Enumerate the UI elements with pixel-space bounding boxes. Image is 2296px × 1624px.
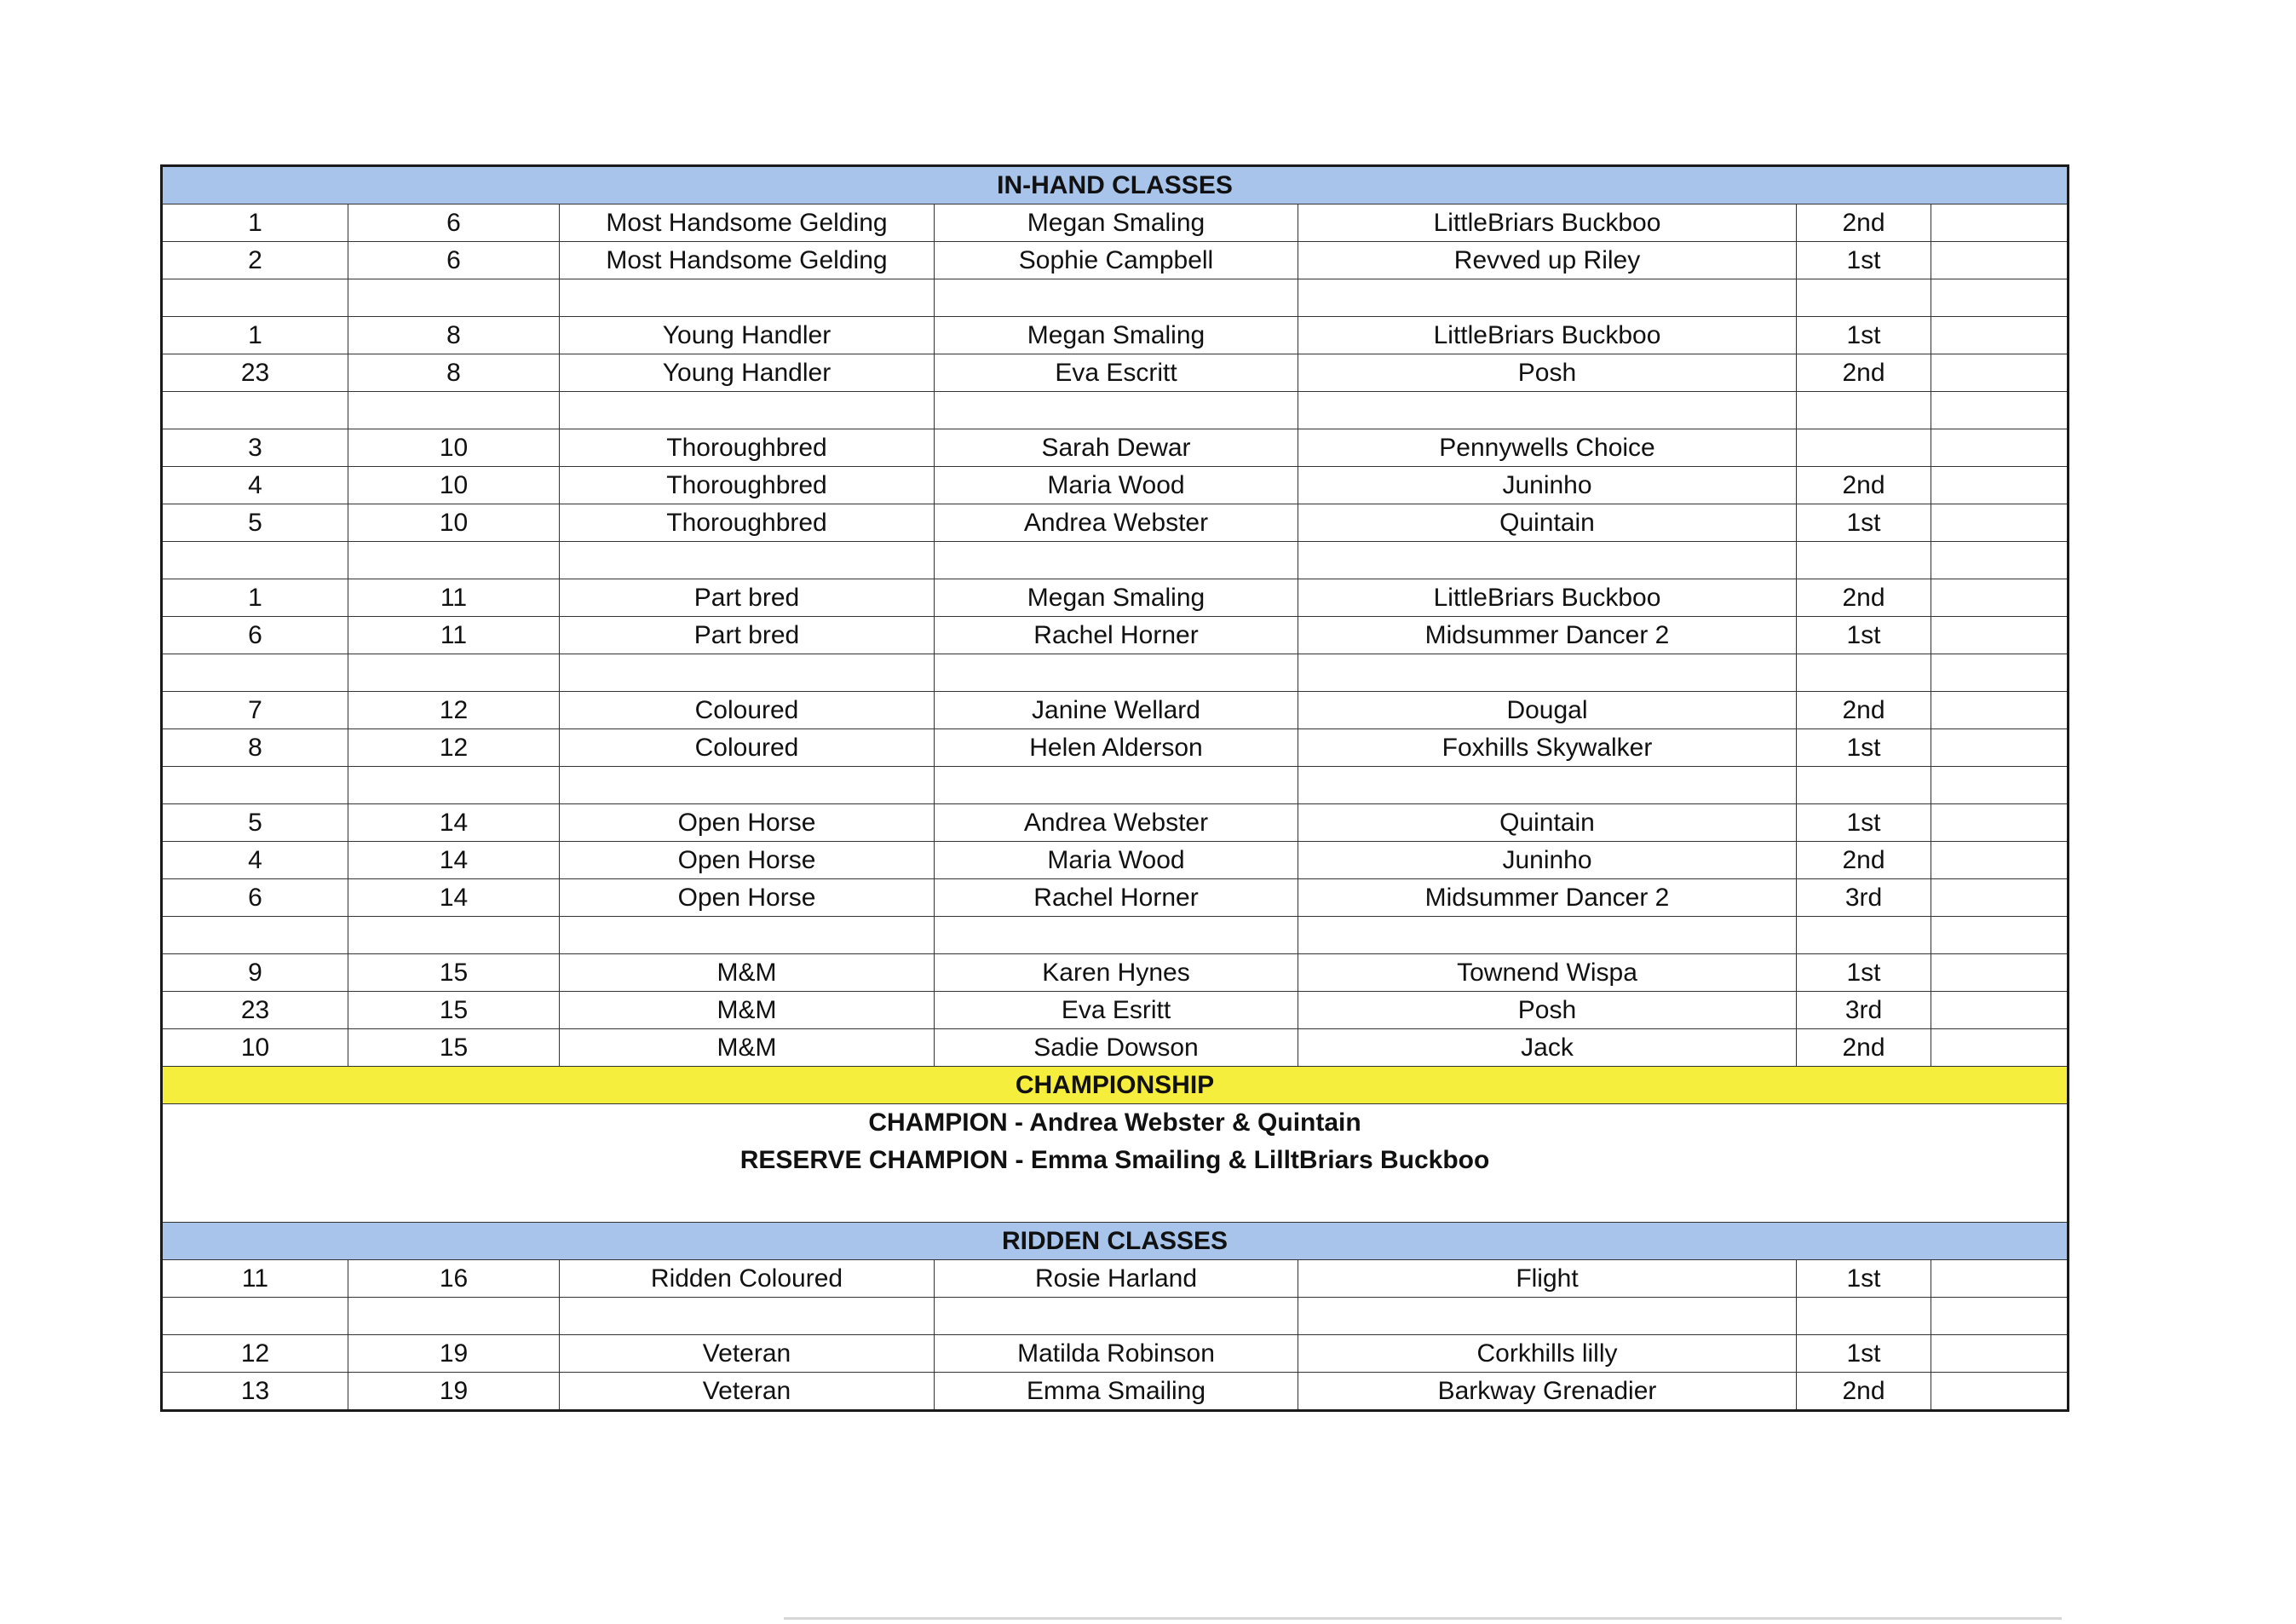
horse-name-cell: Posh	[1298, 354, 1797, 392]
notes-cell	[1931, 767, 2069, 804]
reserve-champion-row	[162, 1142, 2069, 1179]
class-name-cell: Part bred	[560, 579, 935, 617]
entry-number-cell: 5	[162, 804, 348, 842]
class-name-cell	[560, 392, 935, 429]
rider-name-cell: Sadie Dowson	[935, 1029, 1298, 1067]
class-name-cell: M&M	[560, 992, 935, 1029]
notes-cell	[1931, 392, 2069, 429]
placing-cell: 1st	[1797, 242, 1931, 279]
horse-name-cell	[1298, 279, 1797, 317]
rider-name-cell: Andrea Webster	[935, 504, 1298, 542]
placing-cell	[1797, 1298, 1931, 1335]
class-name-cell: Most Handsome Gelding	[560, 204, 935, 242]
rider-name-cell	[935, 542, 1298, 579]
inhand-result-row	[162, 242, 2069, 279]
horse-name-cell: Jack	[1298, 1029, 1797, 1067]
rider-name-cell	[935, 917, 1298, 954]
placing-cell: 1st	[1797, 617, 1931, 654]
placing-cell	[1797, 279, 1931, 317]
horse-name-cell	[1298, 542, 1797, 579]
entry-number-cell: 6	[162, 879, 348, 917]
horse-name-cell: LittleBriars Buckboo	[1298, 317, 1797, 354]
rider-name-cell: Matilda Robinson	[935, 1335, 1298, 1373]
class-number-cell	[348, 654, 560, 692]
notes-cell	[1931, 1260, 2069, 1298]
class-number-cell: 15	[348, 992, 560, 1029]
rider-name-cell: Andrea Webster	[935, 804, 1298, 842]
horse-name-cell: LittleBriars Buckboo	[1298, 579, 1797, 617]
entry-number-cell: 12	[162, 1335, 348, 1373]
rider-name-cell: Karen Hynes	[935, 954, 1298, 992]
rider-name-cell	[935, 654, 1298, 692]
horse-name-cell: LittleBriars Buckboo	[1298, 204, 1797, 242]
entry-number-cell	[162, 654, 348, 692]
placing-cell	[1797, 542, 1931, 579]
ridden-result-row	[162, 1335, 2069, 1373]
class-name-cell: Open Horse	[560, 879, 935, 917]
placing-cell	[1797, 392, 1931, 429]
placing-cell: 2nd	[1797, 1373, 1931, 1411]
entry-number-cell: 1	[162, 204, 348, 242]
placing-cell: 1st	[1797, 504, 1931, 542]
class-name-cell: Open Horse	[560, 842, 935, 879]
rider-name-cell: Rachel Horner	[935, 879, 1298, 917]
class-number-cell: 12	[348, 692, 560, 729]
inhand-result-row	[162, 429, 2069, 467]
entry-number-cell: 7	[162, 692, 348, 729]
placing-cell: 1st	[1797, 804, 1931, 842]
class-number-cell: 6	[348, 242, 560, 279]
rider-name-cell: Maria Wood	[935, 467, 1298, 504]
horse-name-cell	[1298, 1298, 1797, 1335]
class-name-cell: Veteran	[560, 1335, 935, 1373]
championship-spacer	[162, 1179, 2069, 1223]
class-number-cell: 12	[348, 729, 560, 767]
entry-number-cell	[162, 1298, 348, 1335]
horse-name-cell: Foxhills Skywalker	[1298, 729, 1797, 767]
class-number-cell: 6	[348, 204, 560, 242]
entry-number-cell: 23	[162, 992, 348, 1029]
rider-name-cell: Eva Esritt	[935, 992, 1298, 1029]
rider-name-cell	[935, 767, 1298, 804]
inhand-result-row	[162, 354, 2069, 392]
class-number-cell: 8	[348, 354, 560, 392]
reserve-champion-text: RESERVE CHAMPION - Emma Smailing & LilltBriars Buckboo	[739, 1146, 1490, 1174]
placing-cell: 3rd	[1797, 992, 1931, 1029]
class-number-cell: 14	[348, 842, 560, 879]
inhand-result-row	[162, 542, 2069, 579]
ridden-result-row	[162, 1298, 2069, 1335]
notes-cell	[1931, 242, 2069, 279]
entry-number-cell	[162, 392, 348, 429]
horse-name-cell	[1298, 654, 1797, 692]
placing-cell: 2nd	[1797, 467, 1931, 504]
class-number-cell: 10	[348, 467, 560, 504]
entry-number-cell: 8	[162, 729, 348, 767]
placing-cell: 1st	[1797, 1260, 1931, 1298]
notes-cell	[1931, 992, 2069, 1029]
class-number-cell: 10	[348, 429, 560, 467]
inhand-section-title: IN-HAND CLASSES	[162, 166, 2069, 204]
horse-name-cell: Quintain	[1298, 504, 1797, 542]
placing-cell: 3rd	[1797, 879, 1931, 917]
horse-name-cell	[1298, 917, 1797, 954]
class-name-cell: Thoroughbred	[560, 429, 935, 467]
entry-number-cell: 2	[162, 242, 348, 279]
horse-name-cell: Flight	[1298, 1260, 1797, 1298]
entry-number-cell: 1	[162, 579, 348, 617]
class-number-cell: 11	[348, 617, 560, 654]
horse-name-cell: Dougal	[1298, 692, 1797, 729]
class-number-cell	[348, 279, 560, 317]
placing-cell: 1st	[1797, 954, 1931, 992]
horse-name-cell: Corkhills lilly	[1298, 1335, 1797, 1373]
rider-name-cell: Megan Smaling	[935, 579, 1298, 617]
placing-cell	[1797, 917, 1931, 954]
results-table	[160, 164, 2069, 1412]
class-number-cell: 16	[348, 1260, 560, 1298]
entry-number-cell	[162, 767, 348, 804]
entry-number-cell: 5	[162, 504, 348, 542]
entry-number-cell	[162, 279, 348, 317]
placing-cell: 1st	[1797, 317, 1931, 354]
inhand-result-row	[162, 204, 2069, 242]
class-number-cell: 19	[348, 1373, 560, 1411]
inhand-result-row	[162, 692, 2069, 729]
placing-cell	[1797, 767, 1931, 804]
class-name-cell	[560, 767, 935, 804]
placing-cell: 1st	[1797, 729, 1931, 767]
inhand-result-row	[162, 504, 2069, 542]
class-number-cell	[348, 542, 560, 579]
entry-number-cell: 10	[162, 1029, 348, 1067]
rider-name-cell: Sophie Campbell	[935, 242, 1298, 279]
horse-name-cell: Quintain	[1298, 804, 1797, 842]
notes-cell	[1931, 317, 2069, 354]
ridden-section-header	[162, 1223, 2069, 1260]
inhand-result-row	[162, 279, 2069, 317]
notes-cell	[1931, 1298, 2069, 1335]
inhand-result-row	[162, 767, 2069, 804]
championship-section-header	[162, 1067, 2069, 1104]
class-number-cell	[348, 917, 560, 954]
notes-cell	[1931, 842, 2069, 879]
class-name-cell	[560, 279, 935, 317]
inhand-result-row	[162, 804, 2069, 842]
placing-cell: 1st	[1797, 1335, 1931, 1373]
inhand-result-row	[162, 317, 2069, 354]
notes-cell	[1931, 542, 2069, 579]
notes-cell	[1931, 1029, 2069, 1067]
horse-name-cell: Revved up Riley	[1298, 242, 1797, 279]
championship-section-title: CHAMPIONSHIP	[162, 1067, 2069, 1104]
notes-cell	[1931, 917, 2069, 954]
class-name-cell: Thoroughbred	[560, 467, 935, 504]
horse-name-cell	[1298, 392, 1797, 429]
placing-cell: 2nd	[1797, 354, 1931, 392]
entry-number-cell: 11	[162, 1260, 348, 1298]
rider-name-cell: Emma Smailing	[935, 1373, 1298, 1411]
notes-cell	[1931, 429, 2069, 467]
placing-cell: 2nd	[1797, 692, 1931, 729]
notes-cell	[1931, 579, 2069, 617]
inhand-result-row	[162, 992, 2069, 1029]
entry-number-cell: 1	[162, 317, 348, 354]
horse-name-cell: Posh	[1298, 992, 1797, 1029]
inhand-result-row	[162, 917, 2069, 954]
class-name-cell	[560, 1298, 935, 1335]
class-number-cell	[348, 392, 560, 429]
inhand-result-row	[162, 654, 2069, 692]
notes-cell	[1931, 617, 2069, 654]
champion-row	[162, 1104, 2069, 1143]
class-number-cell	[348, 1298, 560, 1335]
entry-number-cell: 4	[162, 842, 348, 879]
class-number-cell: 14	[348, 804, 560, 842]
rider-name-cell: Helen Alderson	[935, 729, 1298, 767]
entry-number-cell: 13	[162, 1373, 348, 1411]
entry-number-cell: 6	[162, 617, 348, 654]
entry-number-cell: 4	[162, 467, 348, 504]
entry-number-cell: 3	[162, 429, 348, 467]
class-number-cell: 15	[348, 1029, 560, 1067]
ridden-result-row	[162, 1373, 2069, 1411]
class-name-cell: Coloured	[560, 729, 935, 767]
ridden-section-title: RIDDEN CLASSES	[162, 1223, 2069, 1260]
class-name-cell: Ridden Coloured	[560, 1260, 935, 1298]
rider-name-cell: Sarah Dewar	[935, 429, 1298, 467]
class-number-cell: 19	[348, 1335, 560, 1373]
rider-name-cell: Megan Smaling	[935, 204, 1298, 242]
class-number-cell: 10	[348, 504, 560, 542]
class-number-cell: 11	[348, 579, 560, 617]
notes-cell	[1931, 654, 2069, 692]
inhand-result-row	[162, 467, 2069, 504]
notes-cell	[1931, 879, 2069, 917]
placing-cell	[1797, 429, 1931, 467]
inhand-result-row	[162, 617, 2069, 654]
class-name-cell: Young Handler	[560, 317, 935, 354]
inhand-result-row	[162, 729, 2069, 767]
class-number-cell: 8	[348, 317, 560, 354]
class-number-cell	[348, 767, 560, 804]
entry-number-cell: 9	[162, 954, 348, 992]
class-name-cell: Part bred	[560, 617, 935, 654]
rider-name-cell	[935, 392, 1298, 429]
class-name-cell: Young Handler	[560, 354, 935, 392]
inhand-result-row	[162, 392, 2069, 429]
ridden-result-row	[162, 1260, 2069, 1298]
entry-number-cell	[162, 917, 348, 954]
rider-name-cell: Janine Wellard	[935, 692, 1298, 729]
inhand-result-row	[162, 954, 2069, 992]
scan-artifact	[784, 1617, 2062, 1620]
rider-name-cell: Megan Smaling	[935, 317, 1298, 354]
entry-number-cell	[162, 542, 348, 579]
notes-cell	[1931, 354, 2069, 392]
inhand-result-row	[162, 1029, 2069, 1067]
class-name-cell	[560, 654, 935, 692]
placing-cell: 2nd	[1797, 204, 1931, 242]
horse-name-cell: Midsummer Dancer 2	[1298, 879, 1797, 917]
rider-name-cell: Maria Wood	[935, 842, 1298, 879]
horse-name-cell: Midsummer Dancer 2	[1298, 617, 1797, 654]
entry-number-cell: 23	[162, 354, 348, 392]
class-name-cell	[560, 542, 935, 579]
class-name-cell: M&M	[560, 1029, 935, 1067]
rider-name-cell: Rachel Horner	[935, 617, 1298, 654]
notes-cell	[1931, 954, 2069, 992]
placing-cell: 2nd	[1797, 1029, 1931, 1067]
notes-cell	[1931, 467, 2069, 504]
class-name-cell: Coloured	[560, 692, 935, 729]
class-number-cell: 15	[348, 954, 560, 992]
class-name-cell	[560, 917, 935, 954]
class-name-cell: Most Handsome Gelding	[560, 242, 935, 279]
notes-cell	[1931, 804, 2069, 842]
class-number-cell: 14	[348, 879, 560, 917]
inhand-result-row	[162, 842, 2069, 879]
notes-cell	[1931, 692, 2069, 729]
notes-cell	[1931, 1335, 2069, 1373]
inhand-section-header	[162, 166, 2069, 204]
placing-cell	[1797, 654, 1931, 692]
rider-name-cell: Eva Escritt	[935, 354, 1298, 392]
horse-name-cell: Juninho	[1298, 467, 1797, 504]
inhand-result-row	[162, 879, 2069, 917]
horse-name-cell: Barkway Grenadier	[1298, 1373, 1797, 1411]
horse-name-cell: Pennywells Choice	[1298, 429, 1797, 467]
placing-cell: 2nd	[1797, 842, 1931, 879]
class-name-cell: Thoroughbred	[560, 504, 935, 542]
class-name-cell: M&M	[560, 954, 935, 992]
rider-name-cell	[935, 279, 1298, 317]
notes-cell	[1931, 504, 2069, 542]
rider-name-cell	[935, 1298, 1298, 1335]
notes-cell	[1931, 729, 2069, 767]
horse-name-cell: Juninho	[1298, 842, 1797, 879]
rider-name-cell: Rosie Harland	[935, 1260, 1298, 1298]
notes-cell	[1931, 204, 2069, 242]
notes-cell	[1931, 279, 2069, 317]
placing-cell: 2nd	[1797, 579, 1931, 617]
class-name-cell: Veteran	[560, 1373, 935, 1411]
notes-cell	[1931, 1373, 2069, 1411]
champion-text: CHAMPION - Andrea Webster & Quintain	[868, 1109, 1361, 1137]
horse-name-cell: Townend Wispa	[1298, 954, 1797, 992]
horse-name-cell	[1298, 767, 1797, 804]
inhand-result-row	[162, 579, 2069, 617]
class-name-cell: Open Horse	[560, 804, 935, 842]
